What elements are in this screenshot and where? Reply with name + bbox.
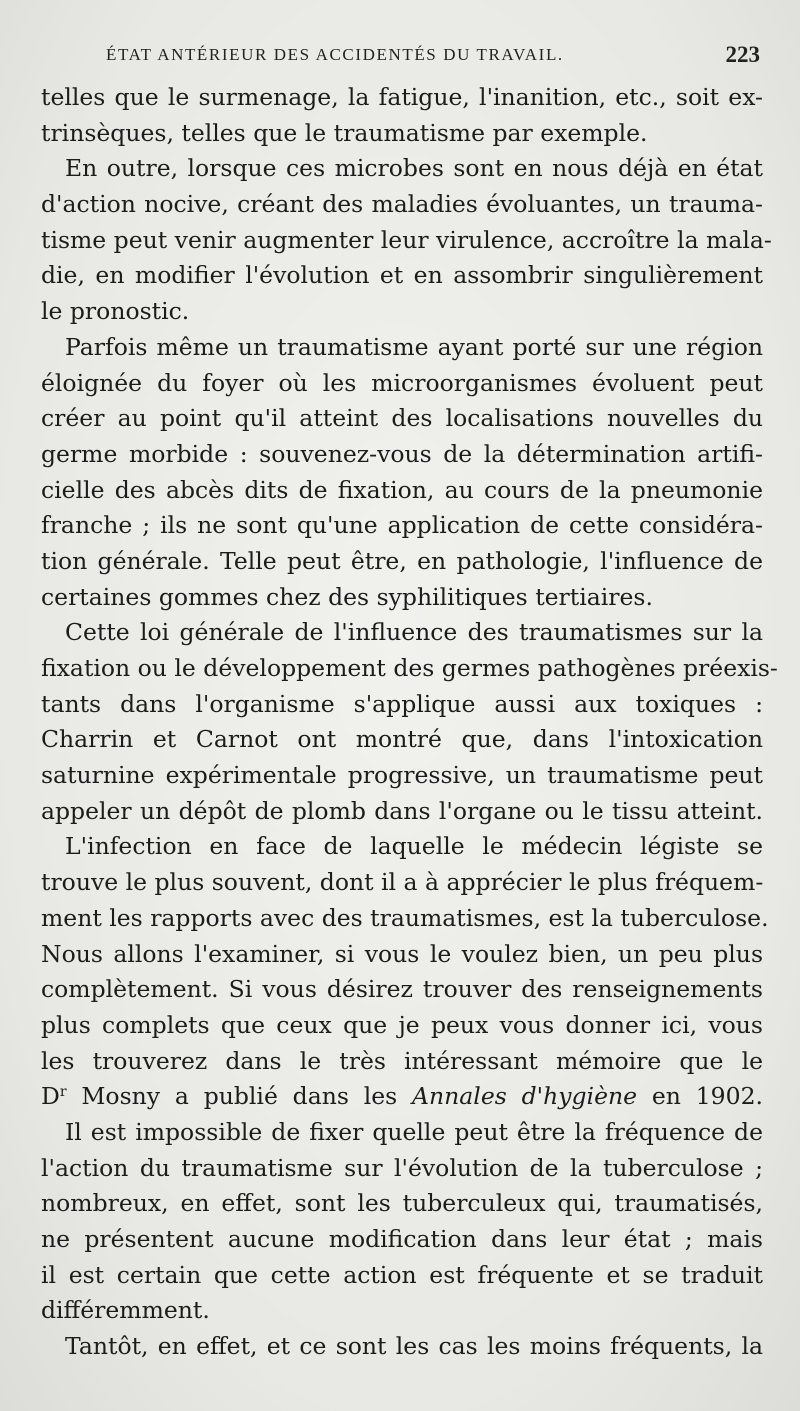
text-line: nombreux, en effet, sont les tuberculeux qui, traumatisés,: [41, 1189, 763, 1218]
text-line: éloignée du foyer où les microorganismes évoluent peut: [41, 368, 763, 397]
paragraph-start-line: L'infection en face de laquelle le médecin légiste se: [65, 832, 763, 861]
citation-year: en 1902.: [637, 1082, 763, 1111]
text-line: saturnine expérimentale progressive, un traumatisme peut: [41, 761, 763, 790]
text-line: le pronostic.: [41, 297, 190, 326]
text-line: telles que le surmenage, la fatigue, l'inanition, etc., soit ex-: [41, 83, 763, 111]
body-text: [41, 80, 778, 1365]
title-abbreviation: D: [41, 1082, 60, 1111]
text-line: créer au point qu'il atteint des localisations nouvelles du: [41, 404, 763, 433]
paragraph-start-line: Cette loi générale de l'influence des traumatismes sur la: [65, 618, 763, 647]
text-line: Nous allons l'examiner, si vous le voulez bien, un peu plus: [41, 939, 763, 968]
running-head: [70, 38, 760, 72]
paragraph-start-line: Il est impossible de fixer quelle peut être la fréquence de: [65, 1117, 763, 1146]
text-line: complètement. Si vous désirez trouver des renseignements: [41, 975, 763, 1004]
citation-text: Mosny a publié dans les: [66, 1082, 413, 1111]
text-line: Charrin et Carnot ont montré que, dans l'intoxication: [41, 725, 763, 754]
paragraph-start-line: Parfois même un traumatisme ayant porté sur une région: [65, 332, 763, 361]
text-line: fixation ou le développement des germes pathogènes préexis-: [41, 654, 778, 682]
text-line: d'action nocive, créant des maladies évoluantes, un trauma-: [41, 190, 763, 219]
title-superscript: r: [59, 1084, 67, 1101]
text-line: plus complets que ceux que je peux vous donner ici, vous: [41, 1010, 763, 1039]
text-line: trouve le plus souvent, dont il a à apprécier le plus fréquem-: [41, 868, 764, 897]
text-line: die, en modifier l'évolution et en assombrir singulièrement: [41, 261, 763, 290]
text-line: germe morbide : souvenez-vous de la détermination artifi-: [41, 439, 763, 468]
text-line-with-citation: [41, 1079, 763, 1115]
text-line: ment les rapports avec des traumatismes, est la tuberculose.: [41, 903, 769, 932]
text-line: cielle des abcès dits de fixation, au cours de la pneumonie: [41, 475, 763, 504]
paragraph-start-line: Tantôt, en effet, et ce sont les cas les moins fréquents, la: [65, 1332, 763, 1361]
paragraph-start-line: En outre, lorsque ces microbes sont en nous déjà en état: [65, 154, 763, 183]
text-line: les trouverez dans le très intéressant mémoire que le: [41, 1046, 763, 1075]
text-line: appeler un dépôt de plomb dans l'organe ou le tissu atteint.: [41, 796, 763, 825]
text-line: franche ; ils ne sont qu'une application de cette considéra-: [41, 511, 763, 540]
journal-title: Annales d'hygiène: [412, 1082, 638, 1111]
text-line: certaines gommes chez des syphilitiques tertiaires.: [41, 582, 653, 611]
text-line: différemment.: [41, 1296, 210, 1325]
text-line: il est certain que cette action est fréquente et se traduit: [41, 1260, 763, 1289]
text-line: tants dans l'organisme s'applique aussi aux toxiques :: [41, 689, 763, 718]
text-line: l'action du traumatisme sur l'évolution de la tuberculose ;: [41, 1153, 763, 1182]
text-line: tion générale. Telle peut être, en pathologie, l'influence de: [41, 546, 763, 575]
text-line: trinsèques, telles que le traumatisme par exemple.: [41, 118, 648, 147]
running-title: ÉTAT ANTÉRIEUR DES ACCIDENTÉS DU TRAVAIL.: [106, 45, 564, 64]
page-number: 223: [725, 42, 760, 67]
text-line: tisme peut venir augmenter leur virulence, accroître la mala-: [41, 225, 772, 254]
text-line: ne présentent aucune modification dans leur état ; mais: [41, 1225, 763, 1253]
